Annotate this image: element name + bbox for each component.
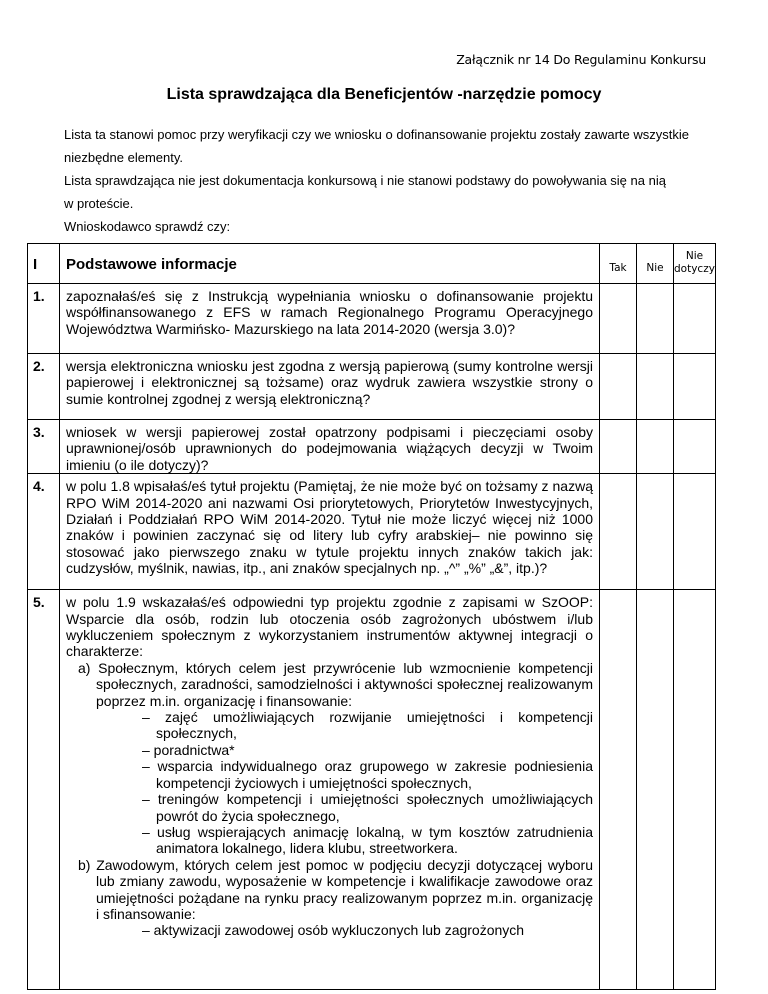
checkbox-tak[interactable] xyxy=(600,474,637,590)
checkbox-nie[interactable] xyxy=(637,354,674,420)
intro-line-1: Lista ta stanowi pomoc przy weryfikacji czy we wniosku o dofinansowanie projektu zostały zawarte wszystkie xyxy=(64,127,689,142)
checkbox-nie-dotyczy[interactable] xyxy=(674,590,716,990)
attachment-label: Załącznik nr 14 Do Regulaminu Konkursu xyxy=(456,52,706,67)
list-item: – zajęć umożliwiających rozwijanie umiejętności i kompetencji społecznych, xyxy=(142,709,593,742)
row-text-intro: w polu 1.9 wskazałaś/eś odpowiedni typ projektu zgodnie z zapisami w SzOOP: Wsparcie dla osób, rodzin lub otoczenia osób zagrożonych ubóstwem i/lub wykluczeniem społecznym z wykorzystaniem instrumentów aktywnej integracji o charakterze: xyxy=(66,594,593,660)
table-row xyxy=(28,420,716,474)
column-header-nie: Nie xyxy=(637,244,674,284)
checkbox-nie-dotyczy[interactable] xyxy=(674,284,716,354)
row-text-body: w polu 1.8 wpisałaś/eś tytuł projektu (Pamiętaj, że nie może być on tożsamy z nazwą RPO WiM 2014-2020 ani nazwami Osi priorytetowych, Priorytetów Inwestycyjnych, Działań i Poddziałań RPO WiM 2014-2020. Tytuł nie może liczyć więcej niż 1000 znaków i powinien zaczynać się od litery lub cyfry arabskiej– nie powinno się stosować jako pierwszego znaku w tytule projektu innych znaków takich jak: cudzysłów, myślnik, nawias, itp., ani znaków specjalnych np. „^” „%” „&”, itp.)? xyxy=(66,478,593,577)
intro-line-4: w proteście. xyxy=(64,196,134,211)
checkbox-tak[interactable] xyxy=(600,354,637,420)
column-header-tak: Tak xyxy=(600,244,637,284)
intro-line-5: Wnioskodawco sprawdź czy: xyxy=(64,219,231,234)
checkbox-tak[interactable] xyxy=(600,284,637,354)
list-item: – treningów kompetencji i umiejętności społecznych umożliwiających powrót do życia społecznego, xyxy=(142,791,593,824)
checkbox-nie-dotyczy[interactable] xyxy=(674,474,716,590)
row-text-body: zapoznałaś/eś się z Instrukcją wypełniania wniosku o dofinansowanie projektu współfinansowanego z EFS w ramach Regionalnego Programu Operacyjnego Województwa Warmińsko- Mazurskiego na lata 2014-2020 (wersja 3.0)? xyxy=(66,288,593,337)
list-item: – aktywizacji zawodowej osób wykluczonych lub zagrożonych xyxy=(142,922,525,939)
table-header-row xyxy=(28,244,716,284)
row-number: 2. xyxy=(28,354,60,420)
table-row xyxy=(28,474,716,590)
column-header-nie-dotyczy-line1: Nie xyxy=(685,250,704,262)
checkbox-nie[interactable] xyxy=(637,420,674,474)
page-title: Lista sprawdzająca dla Beneficjentów -narzędzie pomocy xyxy=(166,86,602,103)
table-row xyxy=(28,284,716,354)
list-item: – poradnictwa* xyxy=(142,741,235,758)
row-text xyxy=(60,284,600,354)
section-title: Podstawowe informacje xyxy=(60,244,600,284)
row-number: 3. xyxy=(28,420,60,474)
row-text xyxy=(60,590,600,990)
sub-item-b: b) Zawodowym, których celem jest pomoc w podjęciu decyzji dotyczącej wyboru lub zmiany zawodu, wyposażenie w kompetencje i kwalifikacje zawodowe oraz umiejętności pożądane na rynku pracy realizowanym poprzez m.in. organizację i sfinansowanie: xyxy=(78,856,593,922)
section-number: I xyxy=(28,244,60,284)
row-number: 1. xyxy=(28,284,60,354)
list-item: – wsparcia indywidualnego oraz grupowego w zakresie podniesienia kompetencji życiowych i umiejętności społecznych, xyxy=(142,758,593,791)
intro-line-3: Lista sprawdzająca nie jest dokumentacja konkursową i nie stanowi podstawy do powoływania się na nią xyxy=(64,173,666,188)
sub-item-a: a) Społecznym, których celem jest przywrócenie lub wzmocnienie kompetencji społecznych, zaradności, samodzielności i aktywności społecznej realizowanym poprzez m.in. organizację i finansowanie: xyxy=(78,659,593,709)
checkbox-tak[interactable] xyxy=(600,420,637,474)
intro-line-2: niezbędne elementy. xyxy=(64,150,184,165)
checkbox-nie-dotyczy[interactable] xyxy=(674,420,716,474)
row-text xyxy=(60,474,600,590)
column-header-nie-dotyczy xyxy=(674,244,716,284)
table-row xyxy=(28,590,716,990)
checklist-table xyxy=(27,243,716,990)
list-item: – usług wspierających animację lokalną, w tym kosztów zatrudnienia animatora lokalnego, lidera klubu, streetworkera. xyxy=(142,823,593,857)
checkbox-nie[interactable] xyxy=(637,590,674,990)
column-header-nie-dotyczy-line2: dotyczy xyxy=(674,263,715,276)
row-text-body: wniosek w wersji papierowej został opatrzony podpisami i pieczęciami osoby uprawnionej/osób uprawnionych do podejmowania wiążących decyzji w Twoim imieniu (o ile dotyczy)? xyxy=(66,424,593,473)
row-text xyxy=(60,354,600,420)
row-text-body: wersja elektroniczna wniosku jest zgodna z wersją papierową (sumy kontrolne wersji papierowej i elektronicznej są tożsame) oraz wydruk zawiera wszystkie strony o sumie kontrolnej zgodnej z wersją elektroniczną? xyxy=(66,358,593,407)
checkbox-nie[interactable] xyxy=(637,284,674,354)
table-row xyxy=(28,354,716,420)
row-number: 5. xyxy=(28,590,60,990)
row-number: 4. xyxy=(28,474,60,590)
checkbox-tak[interactable] xyxy=(600,590,637,990)
checkbox-nie-dotyczy[interactable] xyxy=(674,354,716,420)
checkbox-nie[interactable] xyxy=(637,474,674,590)
row-text xyxy=(60,420,600,474)
